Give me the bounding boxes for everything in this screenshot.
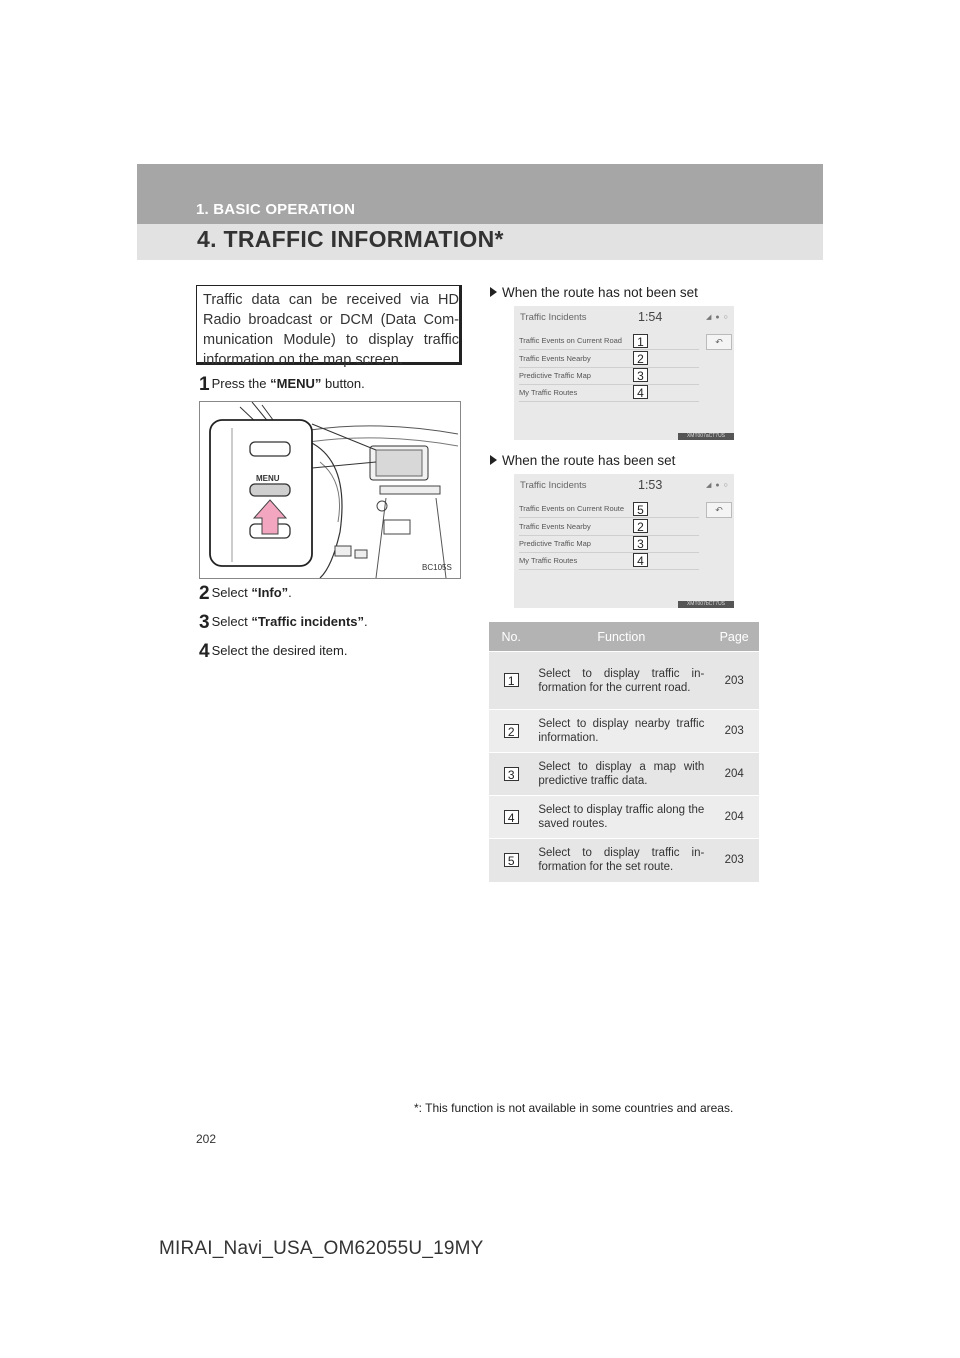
step-text-end: .: [288, 585, 292, 600]
screen-code: XMT007bCT7US: [678, 601, 734, 608]
screen-title: Traffic Incidents: [520, 480, 587, 491]
menu-row[interactable]: My Traffic Routes: [519, 552, 699, 570]
table-row: [489, 839, 759, 882]
menu-row[interactable]: My Traffic Routes: [519, 384, 699, 402]
status-icons: ◢ ● ○: [706, 314, 729, 321]
row-page: 203: [709, 710, 759, 753]
page-number: 202: [196, 1132, 217, 1146]
step-text-end: .: [364, 614, 368, 629]
step-number: 2: [199, 583, 210, 604]
step-text: Select the desired item.: [211, 643, 348, 658]
step-text-end: button.: [321, 376, 365, 391]
callout-number: 3: [633, 368, 648, 382]
header-no: No.: [489, 622, 533, 652]
row-page: 203: [709, 839, 759, 882]
dashboard-figure: [199, 401, 461, 579]
table-row: [489, 652, 759, 710]
step-3: [199, 612, 368, 634]
row-function: Select to display nearby traffic information.: [533, 710, 709, 753]
row-function: Select to display traffic in-formation for the current road.: [533, 652, 709, 710]
menu-row[interactable]: Predictive Traffic Map: [519, 367, 699, 385]
row-number-box: 2: [504, 724, 519, 738]
callout-number: 5: [633, 502, 648, 516]
step-4: [199, 641, 347, 663]
callout-number: 3: [633, 536, 648, 550]
header-function: Function: [533, 622, 709, 652]
step-number: 1: [199, 374, 210, 395]
callout-number: 1: [633, 334, 648, 348]
screen-code: XMT007aCT7US: [678, 433, 734, 440]
document-id: MIRAI_Navi_USA_OM62055U_19MY: [159, 1238, 484, 1259]
menu-row[interactable]: Predictive Traffic Map: [519, 535, 699, 553]
header-page: Page: [709, 622, 759, 652]
step-text: Press the: [211, 376, 271, 391]
row-function: Select to display a map with predictive traffic data.: [533, 753, 709, 796]
step-emphasis: “Traffic incidents”: [251, 614, 365, 629]
row-function: Select to display traffic in-formation for the set route.: [533, 839, 709, 882]
step-2: [199, 583, 292, 605]
screen-clock: 1:54: [638, 310, 663, 324]
row-function: Select to display traffic along the saved routes.: [533, 796, 709, 839]
bullet-arrow-icon: [490, 287, 497, 297]
step-text: Select: [211, 614, 252, 629]
step-text: Select: [211, 585, 252, 600]
screen-route-not-set: [514, 306, 734, 440]
row-number-box: 4: [504, 810, 519, 824]
table-row: [489, 710, 759, 753]
figure-code: BC105S: [422, 563, 452, 572]
screen-title: Traffic Incidents: [520, 312, 587, 323]
callout-number: 2: [633, 519, 648, 533]
row-page: 204: [709, 796, 759, 839]
callout-number: 4: [633, 385, 648, 399]
table-row: [489, 796, 759, 839]
row-page: 203: [709, 652, 759, 710]
section-title: 1. BASIC OPERATION: [196, 201, 356, 218]
menu-row[interactable]: Traffic Events on Current Road: [519, 332, 699, 350]
table-row: [489, 753, 759, 796]
case-route-not-set: [490, 285, 698, 300]
case-label: When the route has not been set: [502, 285, 698, 300]
menu-button-label: MENU: [256, 474, 280, 483]
step-emphasis: “MENU”: [270, 376, 322, 391]
menu-row[interactable]: Traffic Events Nearby: [519, 350, 699, 368]
step-number: 4: [199, 641, 210, 662]
row-number-box: 5: [504, 853, 519, 867]
row-page: 204: [709, 753, 759, 796]
dashboard-illustration: [200, 402, 460, 578]
status-icons: ◢ ● ○: [706, 482, 729, 489]
callout-number: 4: [633, 553, 648, 567]
row-number-box: 1: [504, 673, 519, 687]
menu-row[interactable]: Traffic Events on Current Route: [519, 500, 699, 518]
step-emphasis: “Info”: [251, 585, 289, 600]
callout-number: 2: [633, 351, 648, 365]
row-number-box: 3: [504, 767, 519, 781]
bullet-arrow-icon: [490, 455, 497, 465]
menu-row[interactable]: Traffic Events Nearby: [519, 518, 699, 536]
step-number: 3: [199, 612, 210, 633]
back-icon[interactable]: ↶: [706, 334, 732, 350]
case-label: When the route has been set: [502, 453, 676, 468]
back-icon[interactable]: ↶: [706, 502, 732, 518]
step-1: [199, 374, 365, 396]
function-table: [489, 622, 759, 882]
page-title: 4. TRAFFIC INFORMATION*: [197, 226, 504, 252]
table-header-row: [489, 622, 759, 652]
case-route-set: [490, 453, 675, 468]
footnote: *: This function is not available in some countries and areas.: [414, 1101, 734, 1115]
screen-route-set: [514, 474, 734, 608]
screen-clock: 1:53: [638, 478, 663, 492]
intro-box: Traffic data can be received via HD Radio broadcast or DCM (Data Com-munication Module) to display traffic information on the map screen.: [196, 285, 462, 365]
